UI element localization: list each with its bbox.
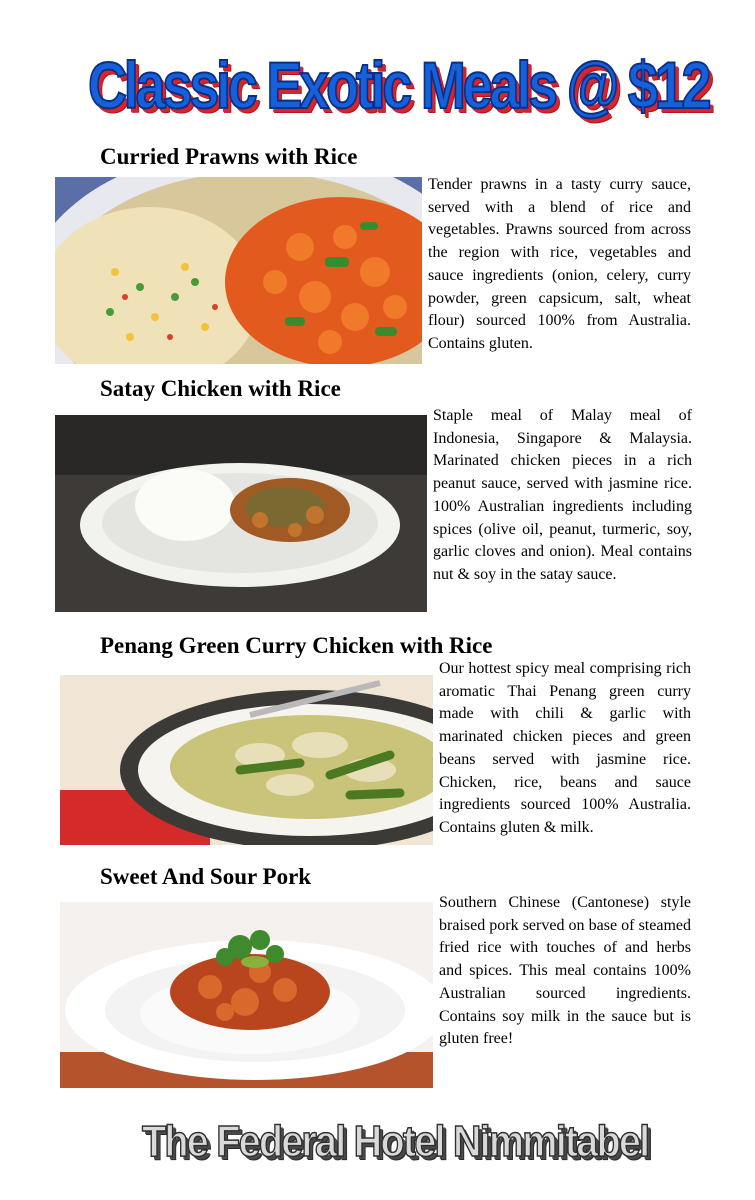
- meal-title-penang-green-curry: Penang Green Curry Chicken with Rice: [100, 633, 493, 658]
- meal-title-curried-prawns: Curried Prawns with Rice: [100, 144, 358, 169]
- penang-green-curry-photo: [60, 675, 433, 845]
- meal-description-sweet-and-sour-pork: Southern Chinese (Cantonese) style braised pork served on base of steamed fried rice with touches of and herbs and spices. This meal contains 100% Australian sourced ingredients. Contains soy milk in the sauce but is gluten free!: [439, 894, 691, 1048]
- footer-hotel-name: The Federal Hotel Nimmitabel: [142, 1117, 649, 1166]
- meal-title-satay-chicken: Satay Chicken with Rice: [100, 376, 341, 401]
- meal-description-satay-chicken: Staple meal of Malay meal of Indonesia, Singapore & Malaysia. Marinated chicken pieces in a rich peanut sauce, served with jasmine rice. 100% Australian ingredients including spices (olive oil, peanut, turmeric, soy, garlic cloves and onion). Meal contains nut & soy in the satay sauce.: [433, 407, 692, 583]
- meal-description-curried-prawns: Tender prawns in a tasty curry sauce, served with a blend of rice and vegetables. Prawns sourced from across the region with rice, vegetables and sauce ingredients (onion, celery, curry powder, green capsicum, salt, wheat flour) sourced 100% from Australia. Contains gluten.: [428, 176, 691, 352]
- meal-title-sweet-and-sour-pork: Sweet And Sour Pork: [100, 864, 312, 889]
- satay-chicken-photo: [55, 415, 427, 612]
- sweet-and-sour-pork-photo: [60, 902, 433, 1088]
- curried-prawns-photo: [55, 177, 422, 364]
- meal-description-penang-green-curry: Our hottest spicy meal comprising rich aromatic Thai Penang green curry made with chili & garlic with marinated chicken pieces and green beans served with jasmine rice. Chicken, rice, beans and sauce ingredients sourced 100% Australia. Contains gluten & milk.: [439, 660, 691, 836]
- menu-headline: Classic Exotic Meals @ $12: [88, 48, 709, 122]
